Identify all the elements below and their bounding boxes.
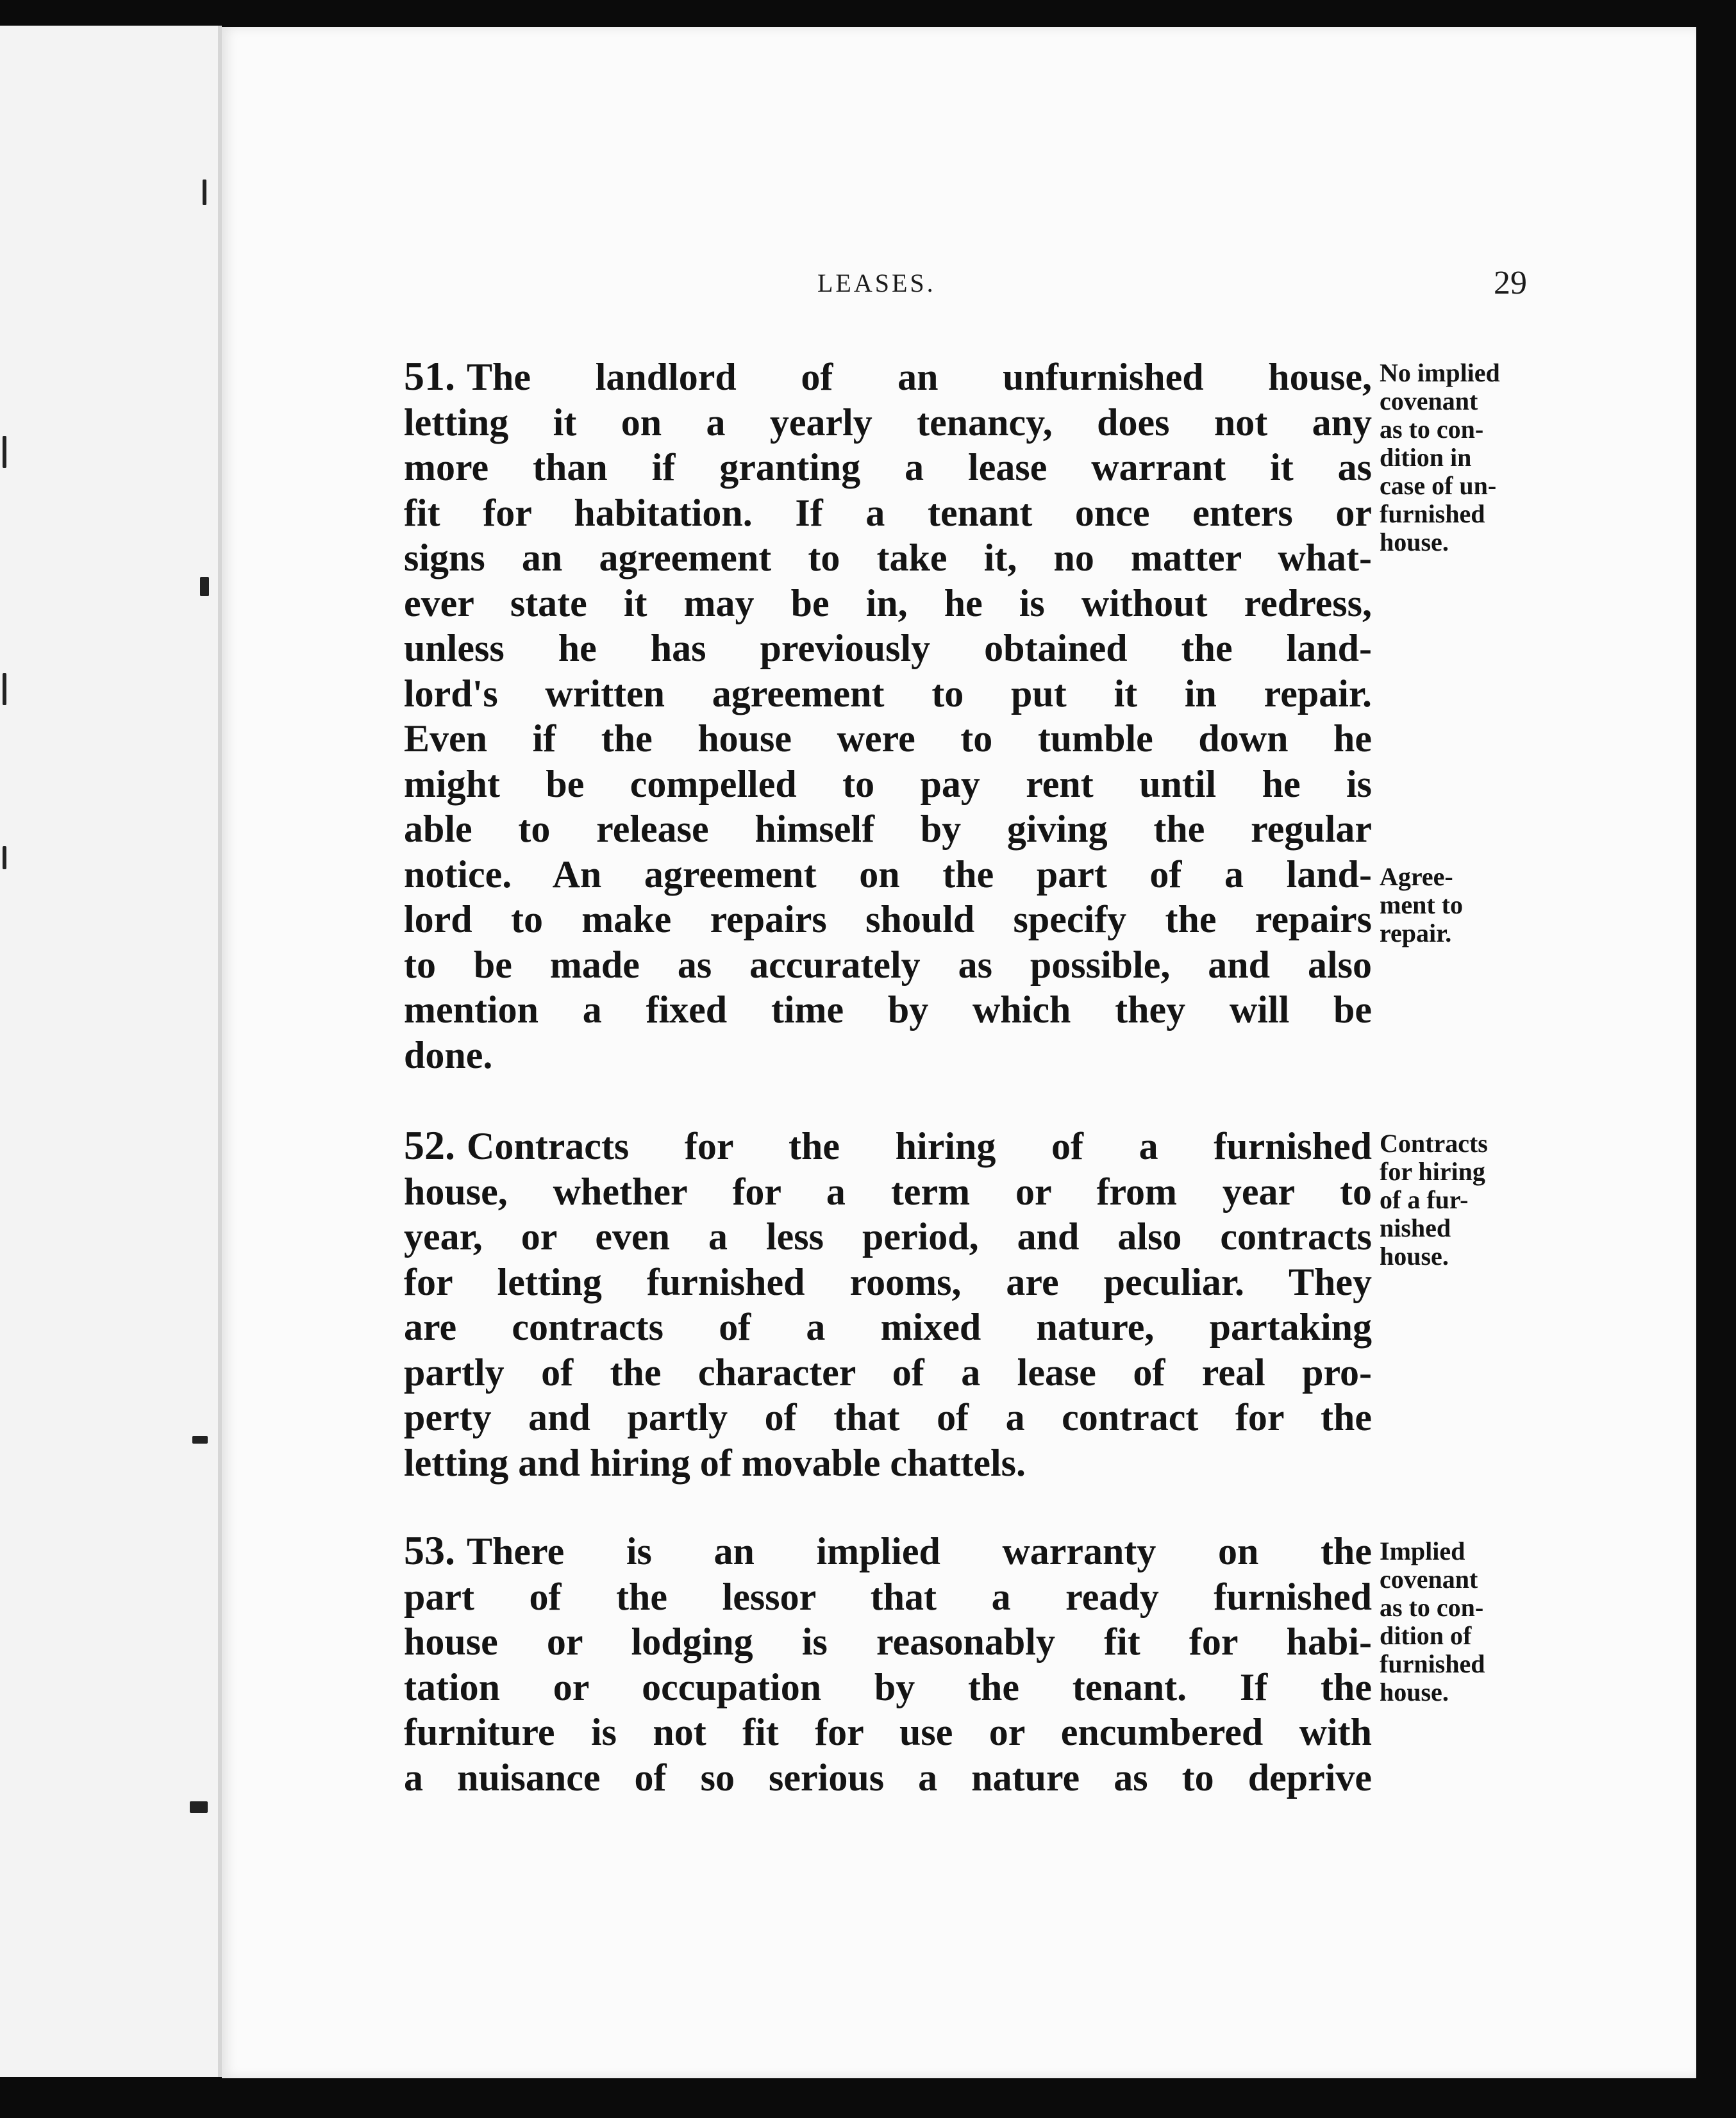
- side-note-implied-covenant-furnished: Implied covenant as to con- dition of furnished house.: [1380, 1537, 1485, 1706]
- paragraph-line: letting and hiring of movable chattels.: [404, 1441, 1026, 1484]
- paragraph-53: [404, 1528, 1372, 1800]
- paragraph-number: 53.: [404, 1528, 455, 1573]
- paragraph-number: 51.: [404, 353, 455, 399]
- margin-mark: [203, 179, 206, 205]
- paragraph-line: might be compelled to pay rent until he is: [404, 762, 1372, 805]
- paragraph-line: 52. Contracts for the hiring of a furnished: [404, 1122, 1372, 1168]
- paragraph-line: house or lodging is reasonably fit for habi-: [404, 1621, 1372, 1663]
- margin-mark: [3, 673, 6, 705]
- paragraph-line: signs an agreement to take it, no matter what-: [404, 537, 1372, 579]
- paragraph-line: perty and partly of that of a contract for the: [404, 1396, 1372, 1438]
- facing-page-edge: [0, 26, 222, 2077]
- paragraph-line: letting it on a yearly tenancy, does not any: [404, 401, 1372, 444]
- paragraph-line: ever state it may be in, he is without redress,: [404, 581, 1372, 624]
- margin-mark: [3, 436, 6, 468]
- margin-mark: [3, 846, 6, 869]
- paragraph-number: 52.: [404, 1122, 455, 1168]
- paragraph-line: mention a fixed time by which they will be: [404, 988, 1372, 1031]
- side-note-agreement-to-repair: Agree- ment to repair.: [1380, 862, 1463, 947]
- margin-mark: [190, 1801, 208, 1813]
- margin-mark: [192, 1436, 208, 1444]
- paragraph-line: a nuisance of so serious a nature as to deprive: [404, 1756, 1372, 1799]
- paragraph-line: tation or occupation by the tenant. If the: [404, 1665, 1372, 1708]
- paragraph-line: are contracts of a mixed nature, partaking: [404, 1306, 1372, 1348]
- paragraph-line: 53. There is an implied warranty on the: [404, 1528, 1372, 1573]
- margin-mark: [200, 577, 209, 596]
- paragraph-line: to be made as accurately as possible, and also: [404, 943, 1372, 986]
- paragraph-line: able to release himself by giving the regular: [404, 808, 1372, 850]
- paragraph-line: 51. The landlord of an unfurnished house,: [404, 353, 1372, 399]
- paragraph-52: [404, 1123, 1372, 1485]
- paragraph-line: furniture is not fit for use or encumbered with: [404, 1711, 1372, 1753]
- paragraph-line: house, whether for a term or from year to: [404, 1170, 1372, 1213]
- paragraph-line: unless he has previously obtained the land-: [404, 627, 1372, 669]
- side-note-contracts-furnished-house: Contracts for hiring of a fur- nished house.: [1380, 1129, 1488, 1271]
- page-number: 29: [1494, 265, 1527, 301]
- paragraph-line: part of the lessor that a ready furnished: [404, 1575, 1372, 1618]
- paragraph-line: notice. An agreement on the part of a land-: [404, 853, 1372, 896]
- paragraph-51: [404, 354, 1372, 1078]
- paragraph-line: lord to make repairs should specify the repairs: [404, 898, 1372, 940]
- paragraph-line: for letting furnished rooms, are peculiar. They: [404, 1260, 1372, 1303]
- paragraph-line: fit for habitation. If a tenant once enters or: [404, 491, 1372, 534]
- paragraph-line: more than if granting a lease warrant it as: [404, 446, 1372, 488]
- paragraph-line: lord's written agreement to put it in repair.: [404, 672, 1372, 715]
- paragraph-line: Even if the house were to tumble down he: [404, 717, 1372, 760]
- running-header: LEASES.: [817, 269, 936, 297]
- paragraph-line: year, or even a less period, and also contracts: [404, 1215, 1372, 1258]
- paragraph-line: done.: [404, 1033, 493, 1076]
- paragraph-line: partly of the character of a lease of real pro-: [404, 1351, 1372, 1394]
- side-note-no-implied-covenant: No implied covenant as to con- dition in case of un- furnished house.: [1380, 358, 1500, 556]
